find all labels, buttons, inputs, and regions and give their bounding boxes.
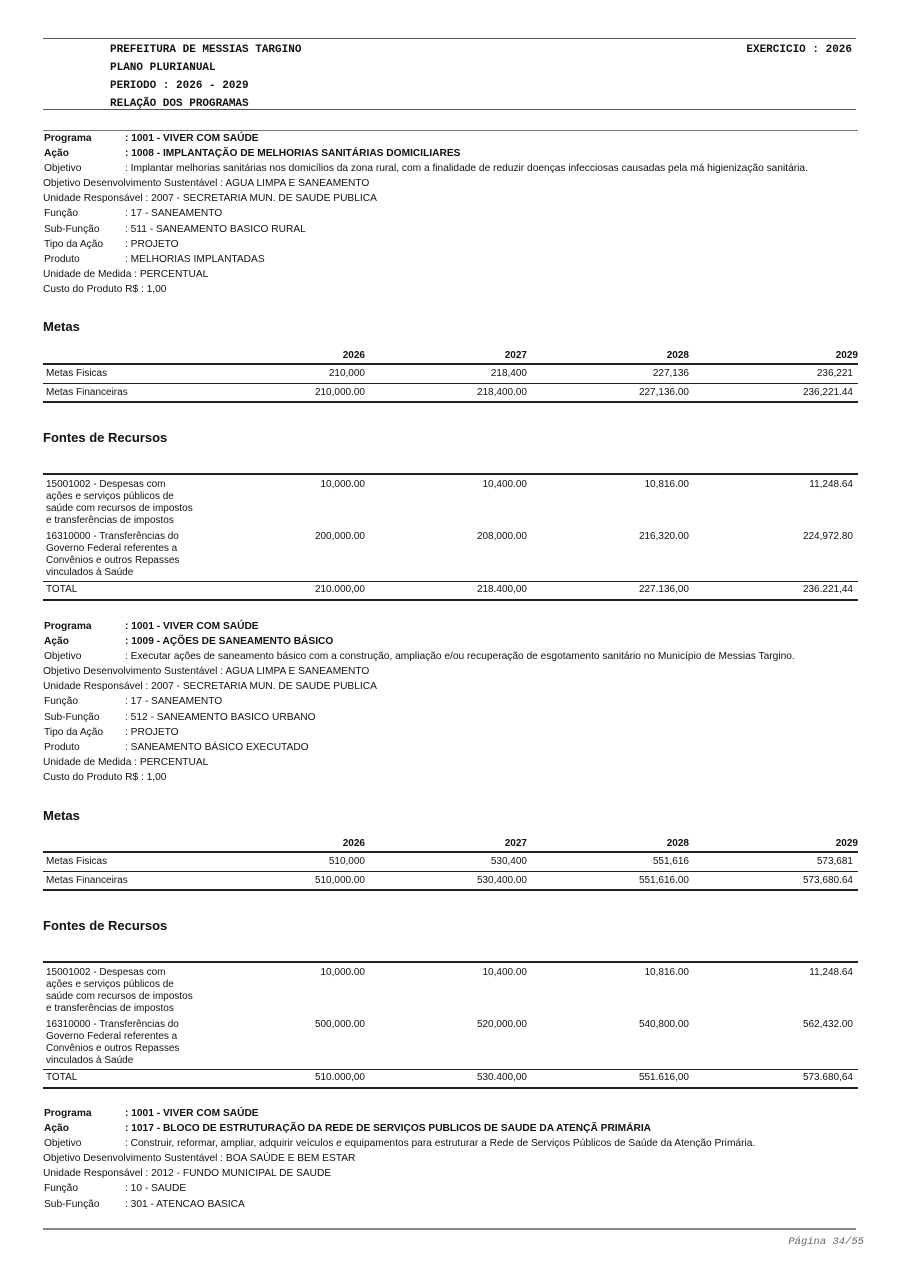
fontes-title: Fontes de Recursos	[43, 430, 168, 445]
table-row: 15001002 - Despesas com ações e serviços públicos de saúde com recursos de impostos e transferências de impostos 10,000.00 10,400.00 10,816.00 11,248.64	[43, 962, 858, 1017]
label-objetivo: Objetivo	[44, 1138, 82, 1150]
funcao-value: : 17 - SANEAMENTO	[125, 696, 223, 708]
action-info-1009	[43, 619, 858, 785]
objetivo-value: : Construir, reformar, ampliar, adquirir veículos e equipamentos para estruturar a Rede de Serviços Públicos de Saúde da Atenção Primária.	[125, 1138, 756, 1150]
subfuncao-value: : 512 - SANEAMENTO BASICO URBANO	[125, 711, 316, 723]
label-subfuncao: Sub-Função	[44, 711, 100, 723]
label-acao: Ação	[44, 148, 69, 160]
funcao-value: : 10 - SAUDE	[125, 1183, 187, 1195]
year-header: 2027	[504, 350, 527, 361]
header-divider	[43, 109, 856, 110]
produto-value: : SANEAMENTO BÁSICO EXECUTADO	[125, 741, 309, 753]
programa-value: : 1001 - VIVER COM SAÚDE	[125, 133, 259, 144]
label-produto: Produto	[44, 741, 80, 753]
label-produto: Produto	[44, 253, 80, 265]
table-row: Metas Fisicas 210,000 218,400 227,136 236,221	[43, 364, 858, 383]
label-programa: Programa	[44, 621, 92, 632]
metas-table-1009	[43, 836, 858, 891]
subfuncao-value: : 511 - SANEAMENTO BASICO RURAL	[125, 223, 306, 235]
year-header: 2027	[504, 838, 527, 849]
unidade-line: Unidade Responsável : 2007 - SECRETARIA MUN. DE SAUDE PUBLICA	[43, 681, 377, 693]
metas-table-1008	[43, 348, 858, 403]
custo-line: Custo do Produto R$ : 1,00	[43, 771, 167, 783]
header-prefeitura: PREFEITURA DE MESSIAS TARGINO	[110, 44, 302, 56]
year-header: 2029	[835, 838, 858, 849]
unidade-line: Unidade Responsável : 2007 - SECRETARIA MUN. DE SAUDE PUBLICA	[43, 193, 377, 205]
total-row: TOTAL 210.000,00 218.400,00 227.136,00 236.221,44	[43, 582, 858, 600]
funcao-value: : 17 - SANEAMENTO	[125, 208, 223, 220]
table-row: Metas Financeiras 510,000.00 530,400.00 551,616.00 573,680.64	[43, 871, 858, 890]
footer-divider	[43, 1228, 856, 1230]
tipo-value: : PROJETO	[125, 238, 179, 250]
label-tipo: Tipo da Ação	[44, 726, 104, 738]
label-objetivo: Objetivo	[44, 651, 82, 663]
tipo-value: : PROJETO	[125, 726, 179, 738]
label-subfuncao: Sub-Função	[44, 1198, 100, 1210]
produto-value: : MELHORIAS IMPLANTADAS	[125, 253, 265, 265]
label-acao: Ação	[44, 636, 69, 648]
unidade-medida-line: Unidade de Medida : PERCENTUAL	[43, 756, 209, 768]
label-funcao: Função	[44, 1183, 78, 1195]
ods-line: Objetivo Desenvolvimento Sustentável : AGUA LIMPA E SANEAMENTO	[43, 666, 370, 678]
ods-line: Objetivo Desenvolvimento Sustentável : AGUA LIMPA E SANEAMENTO	[43, 178, 370, 190]
page-number: Página 34/55	[788, 1236, 864, 1248]
year-header: 2028	[666, 838, 689, 849]
subfuncao-value: : 301 - ATENCAO BASICA	[125, 1198, 245, 1210]
metas-title: Metas	[43, 808, 80, 823]
fontes-title: Fontes de Recursos	[43, 918, 168, 933]
metas-title: Metas	[43, 319, 80, 334]
label-programa: Programa	[44, 1108, 92, 1119]
table-row: 16310000 - Transferências do Governo Federal referentes a Convênios e outros Repasses vinculados à Saúde 500,000.00 520,000.00 540,800.00 562,432.00	[46, 1019, 853, 1066]
label-subfuncao: Sub-Função	[44, 223, 100, 235]
year-header: 2026	[342, 838, 365, 849]
header-periodo: PERIODO : 2026 - 2029	[110, 80, 249, 92]
total-row: TOTAL 510.000,00 530.400,00 551.616,00 573.680,64	[43, 1070, 858, 1088]
unidade-medida-line: Unidade de Medida : PERCENTUAL	[43, 268, 209, 280]
table-row: Metas Financeiras 210,000.00 218,400.00 227,136.00 236,221.44	[43, 383, 858, 402]
label-funcao: Função	[44, 696, 78, 708]
acao-value: : 1009 - AÇÕES DE SANEAMENTO BÁSICO	[125, 636, 334, 648]
custo-line: Custo do Produto R$ : 1,00	[43, 283, 167, 295]
programa-value: : 1001 - VIVER COM SAÚDE	[125, 621, 259, 632]
action-info-1008	[43, 130, 858, 297]
year-header: 2026	[342, 350, 365, 361]
acao-value: : 1017 - BLOCO DE ESTRUTURAÇÃO DA REDE DE SERVIÇOS PUBLICOS DE SAUDE DA ATENÇÃ PRIMÁRIA	[125, 1123, 652, 1135]
action-info-1017	[43, 1106, 858, 1212]
fontes-table-1009	[43, 961, 858, 1089]
header-plano: PLANO PLURIANUAL	[110, 62, 216, 74]
unidade-line: Unidade Responsável : 2012 - FUNDO MUNICIPAL DE SAUDE	[43, 1168, 332, 1180]
label-programa: Programa	[44, 133, 92, 144]
ods-line: Objetivo Desenvolvimento Sustentável : BOA SAÚDE E BEM ESTAR	[43, 1153, 356, 1165]
table-row: Metas Fisicas 510,000 530,400 551,616 573,681	[43, 852, 858, 871]
fontes-table-1008	[43, 473, 858, 601]
label-tipo: Tipo da Ação	[44, 238, 104, 250]
year-header: 2028	[666, 350, 689, 361]
page-header	[43, 38, 856, 113]
table-row: 16310000 - Transferências do Governo Federal referentes a Convênios e outros Repasses vinculados à Saúde 200,000.00 208,000.00 216,320.00 224,972.80	[46, 531, 853, 578]
acao-value: : 1008 - IMPLANTAÇÃO DE MELHORIAS SANITÁRIAS DOMICILIARES	[125, 148, 461, 160]
header-relacao: RELAÇÃO DOS PROGRAMAS	[110, 98, 249, 110]
label-objetivo: Objetivo	[44, 163, 82, 175]
label-funcao: Função	[44, 208, 78, 220]
year-header: 2029	[835, 350, 858, 361]
table-row: 15001002 - Despesas com ações e serviços públicos de saúde com recursos de impostos e transferências de impostos 10,000.00 10,400.00 10,816.00 11,248.64	[43, 474, 858, 529]
programa-value: : 1001 - VIVER COM SAÚDE	[125, 1108, 259, 1119]
header-exercicio: EXERCICIO : 2026	[746, 44, 852, 56]
label-acao: Ação	[44, 1123, 69, 1135]
objetivo-value: : Executar ações de saneamento básico com a construção, ampliação e/ou recuperação de esgotamento sanitário no Município de Messias Targino.	[125, 651, 795, 663]
objetivo-value: : Implantar melhorias sanitárias nos domicílios da zona rural, com a finalidade de reduzir doenças infecciosas causadas pela má higienização sanitária.	[125, 163, 808, 175]
